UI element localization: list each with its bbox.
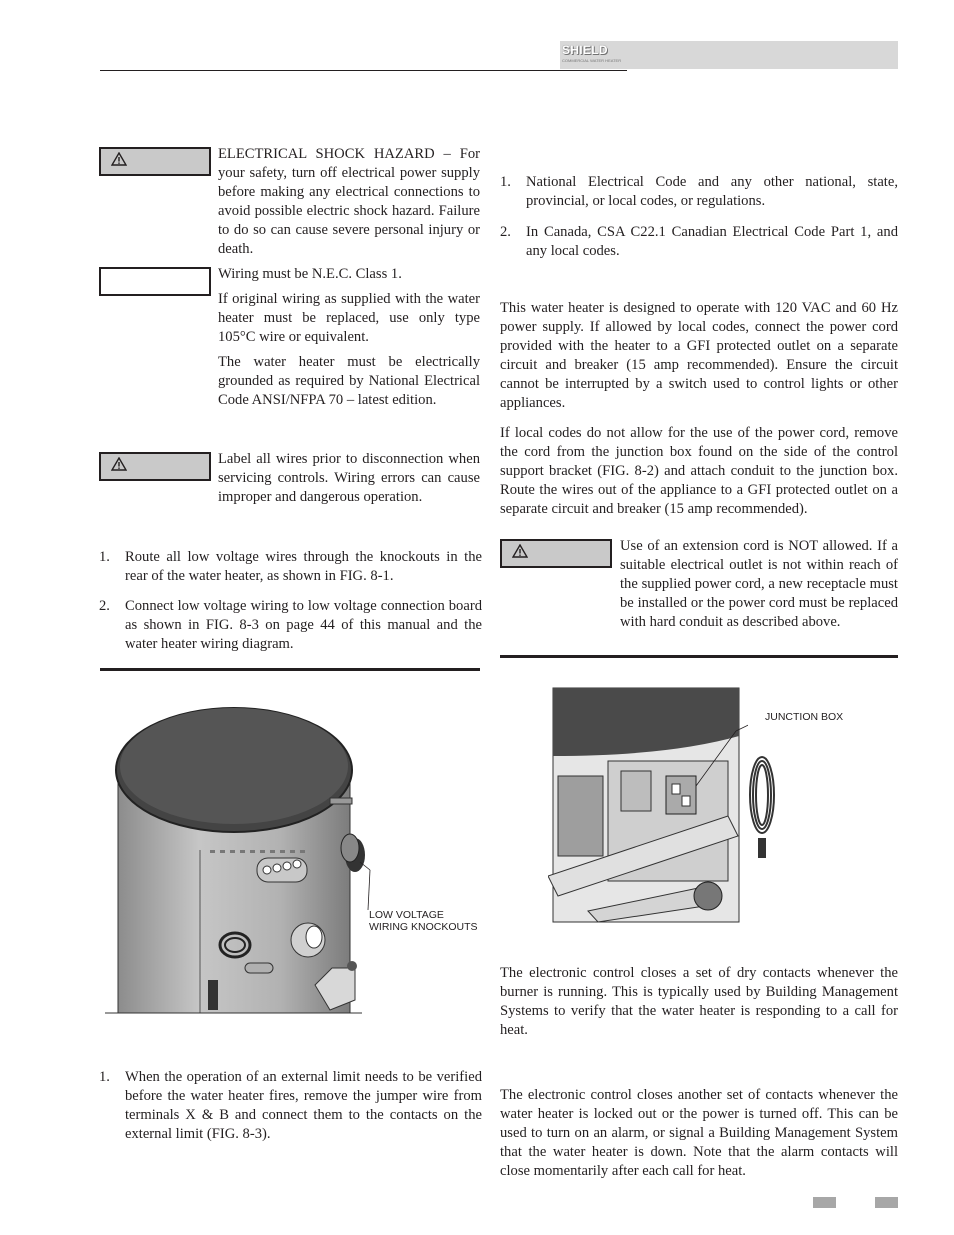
warning-badge	[99, 147, 211, 176]
power-supply-paragraph: This water heater is designed to operate with 120 VAC and 60 Hz power supply. If allowed by local codes, connect the power cord provided with the heater to a GFI protected outlet on a separate circuit and breaker (15 amp recommended). Ensure the circuit cannot be interrupted by a switch used to control lights or other appliances.	[500, 300, 898, 411]
footer-mark	[813, 1197, 836, 1208]
shield-logo: SHIELD COMMERCIAL WATER HEATER	[562, 43, 622, 63]
notice-grounding: The water heater must be electrically grounded as required by National Electrical Code ANSI/NFPA 70 – latest edition.	[218, 354, 480, 408]
header-rule	[100, 70, 627, 71]
notice-wire-type: If original wiring as supplied with the water heater must be replaced, use only type 105°C wire or equivalent.	[218, 291, 480, 345]
warning-badge	[500, 539, 612, 568]
power-cord-paragraph: If local codes do not allow for the use of the power cord, remove the cord from the junction box found on the side of the control support bracket (FIG. 8-2) and attach conduit to the junction box. Route the wires out of the appliance to a GFI protected outlet on a separate circuit and breaker (15 amp recommended).	[500, 425, 898, 517]
warning-triangle-icon	[512, 544, 528, 558]
list-item: 2. Connect low voltage wiring to low voltage connection board as shown in FIG. 8-3 on page 44 of this manual and the water heater wiring diagram.	[99, 598, 482, 652]
power-cord-coil-icon	[740, 750, 780, 870]
list-item: 2. In Canada, CSA C22.1 Canadian Electrical Code Part 1, and any local codes.	[500, 224, 898, 259]
list-item: 1. National Electrical Code and any other national, state, provincial, or local codes, or regulations.	[500, 174, 898, 209]
warning-triangle-icon	[111, 152, 127, 166]
run-contacts-paragraph: The electronic control closes a set of dry contacts whenever the burner is running. This is typically used by Building Management Systems to verify that the water heater is responding to a call for heat.	[500, 965, 898, 1038]
list-item: 1. When the operation of an external limit needs to be verified before the water heater fires, remove the jumper wire from terminals X & B and connect them to the contacts on the external limit (FIG. 8-3).	[99, 1069, 482, 1142]
figure-rule	[500, 655, 898, 658]
water-heater-rear-figure	[100, 700, 490, 1020]
warning-triangle-icon	[111, 457, 127, 471]
electrical-shock-warning: ELECTRICAL SHOCK HAZARD – For your safety, turn off electrical power supply before making any electrical connections to avoid possible electric shock hazard. Failure to do so can cause severe personal injury or death.	[218, 146, 480, 257]
junction-box-figure	[548, 686, 748, 926]
notice-wiring-class: Wiring must be N.E.C. Class 1.	[218, 266, 402, 282]
figure-rule	[100, 668, 480, 671]
extension-cord-warning: Use of an extension cord is NOT allowed. If a suitable electrical outlet is not within reach of the supplied power cord, a new receptacle must be installed or the power cord must be replaced with hard conduit as described above.	[620, 538, 898, 630]
notice-badge	[99, 267, 211, 296]
warning-badge	[99, 452, 211, 481]
low-voltage-knockouts-label: LOW VOLTAGE WIRING KNOCKOUTS	[369, 909, 478, 933]
junction-box-label: JUNCTION BOX	[765, 711, 844, 723]
list-item: 1. Route all low voltage wires through the knockouts in the rear of the water heater, as shown in FIG. 8-1.	[99, 549, 482, 584]
alarm-contacts-paragraph: The electronic control closes another set of contacts whenever the water heater is locked out or the power is turned off. This can be used to turn on an alarm, or signal a Building Management System that the water heater is down. Note that the alarm contacts will close momentarily after each call for heat.	[500, 1087, 898, 1179]
label-wires-warning: Label all wires prior to disconnection when servicing controls. Wiring errors can cause improper and dangerous operation.	[218, 451, 480, 505]
footer-mark	[875, 1197, 898, 1208]
